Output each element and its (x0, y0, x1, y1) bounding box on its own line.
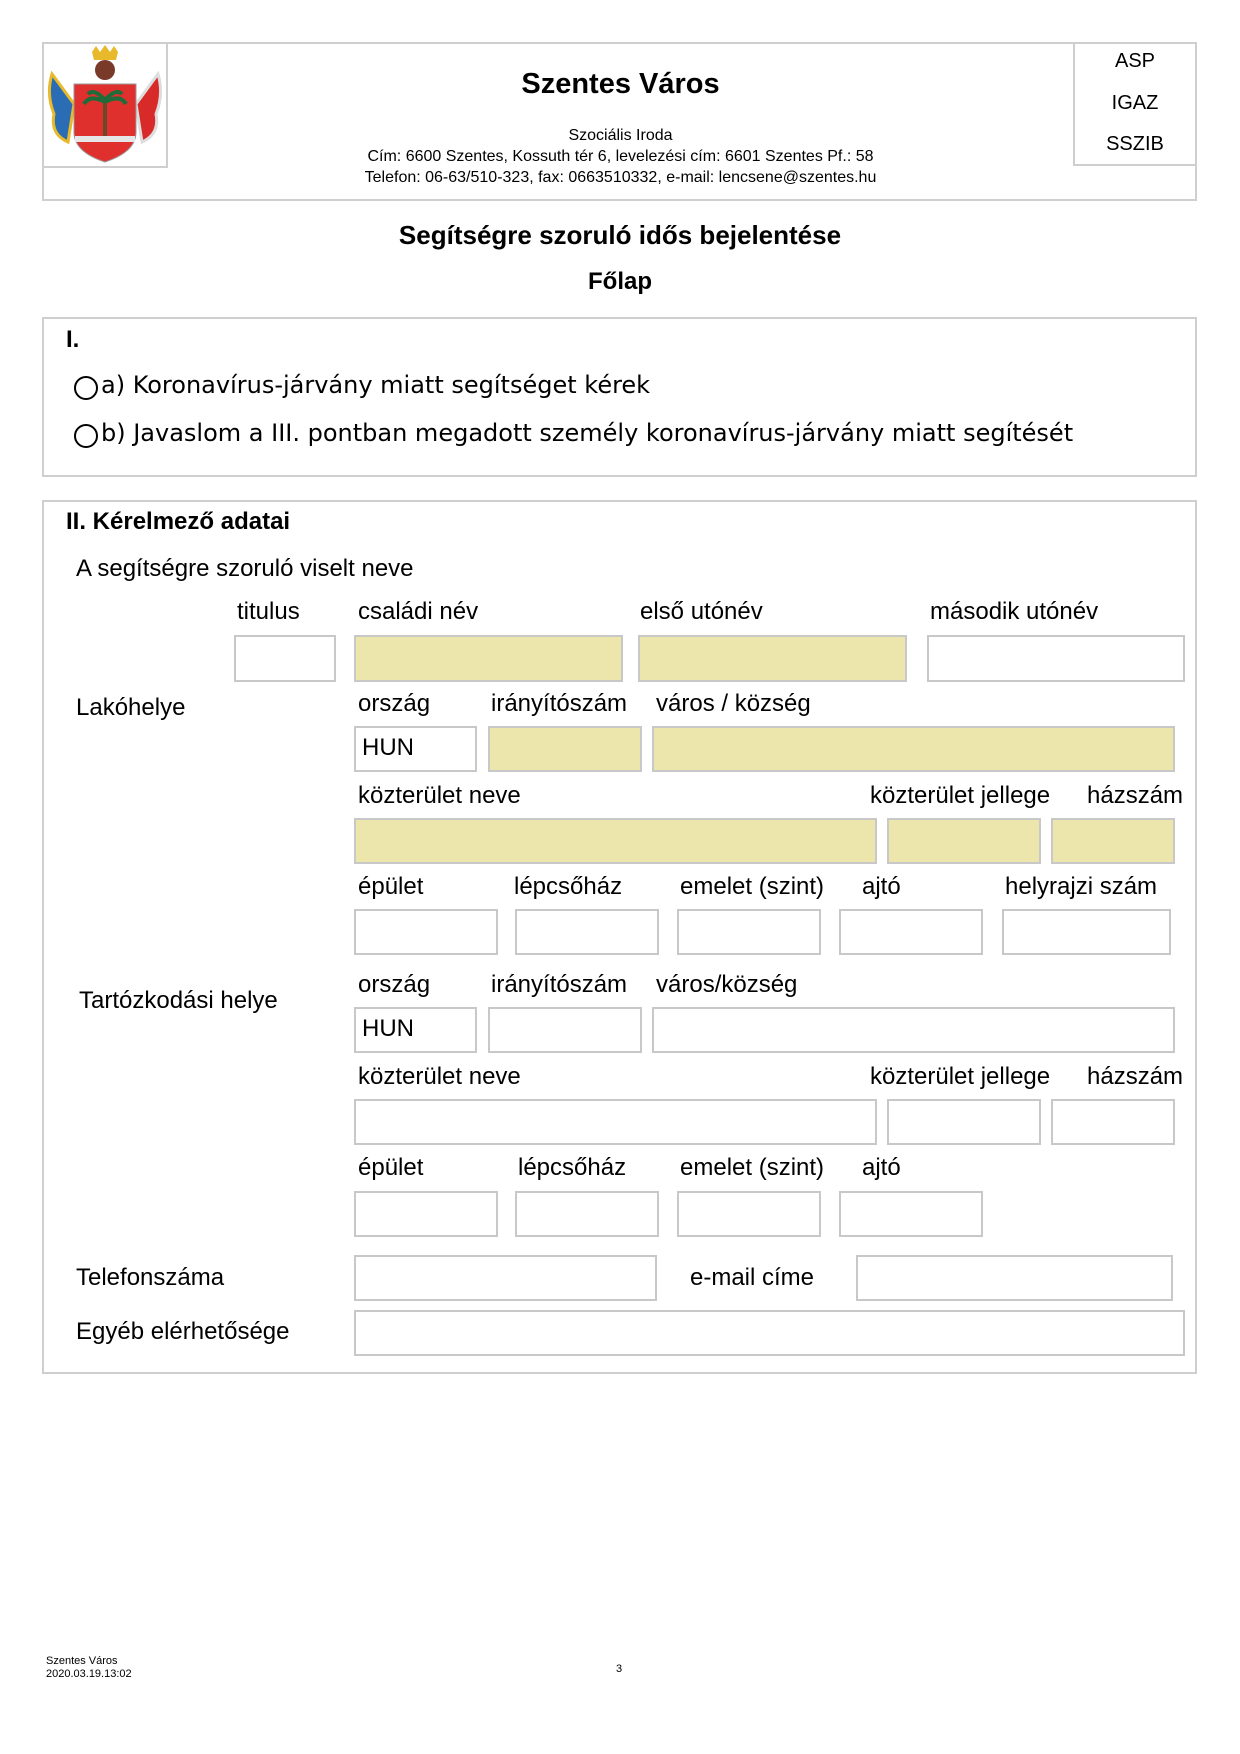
stay-building-input[interactable] (354, 1191, 498, 1237)
stay-street-type-label: közterület jellege (870, 1063, 1051, 1090)
residence-label: Lakóhelye (76, 694, 186, 721)
label-family-name: családi név (358, 598, 479, 625)
name-label: A segítségre szoruló viselt neve (76, 555, 414, 582)
res-street-input[interactable] (354, 818, 877, 864)
stay-country-label: ország (358, 971, 431, 998)
res-country-label: ország (358, 690, 431, 717)
other-contact-input[interactable] (354, 1310, 1185, 1356)
stay-house-no-input[interactable] (1051, 1099, 1175, 1145)
option-b-label: b) Javaslom a III. pontban megadott személy koronavírus-járvány miatt segítését (101, 419, 1074, 447)
page-subtitle: Főlap (588, 268, 652, 295)
res-country-input[interactable]: HUN (354, 726, 477, 772)
res-house-no-label: házszám (1087, 782, 1184, 809)
stay-stair-label: lépcsőház (518, 1154, 627, 1181)
stay-city-label: város/község (656, 971, 798, 998)
family-name-input[interactable] (354, 635, 623, 682)
stay-door-input[interactable] (839, 1191, 983, 1237)
stay-street-input[interactable] (354, 1099, 877, 1145)
coat-of-arms-icon (44, 44, 166, 166)
res-building-input[interactable] (354, 909, 498, 955)
res-zip-input[interactable] (488, 726, 642, 772)
stay-street-label: közterület neve (358, 1063, 521, 1090)
res-door-label: ajtó (862, 873, 901, 900)
phone-label: Telefonszáma (76, 1264, 225, 1291)
code-asp: ASP (1114, 50, 1156, 72)
stay-stair-input[interactable] (515, 1191, 659, 1237)
res-street-label: közterület neve (358, 782, 521, 809)
stay-zip-input[interactable] (488, 1007, 642, 1053)
label-second-name: második utónév (930, 598, 1099, 625)
second-name-input[interactable] (927, 635, 1185, 682)
stay-zip-label: irányítószám (491, 971, 628, 998)
section-2-heading: II. Kérelmező adatai (66, 508, 291, 535)
option-a-label: a) Koronavírus-járvány miatt segítséget kérek (101, 371, 651, 399)
city-name: Szentes Város (521, 68, 720, 100)
stay-floor-label: emelet (szint) (680, 1154, 825, 1181)
footer-org: Szentes Város (46, 1655, 118, 1667)
stay-house-no-label: házszám (1087, 1063, 1184, 1090)
phone-input[interactable] (354, 1255, 657, 1301)
office-contact: Telefon: 06-63/510-323, fax: 0663510332, e-mail: lencsene@szentes.hu (364, 169, 877, 186)
res-door-input[interactable] (839, 909, 983, 955)
titulus-input[interactable] (234, 635, 336, 682)
radio-a[interactable] (74, 376, 98, 400)
stay-country-input[interactable]: HUN (354, 1007, 477, 1053)
office-name: Szociális Iroda (568, 127, 673, 144)
stay-door-label: ajtó (862, 1154, 901, 1181)
res-floor-label: emelet (szint) (680, 873, 825, 900)
page-number: 3 (616, 1663, 623, 1675)
section-1-heading: I. (66, 326, 80, 353)
stay-street-type-input[interactable] (887, 1099, 1041, 1145)
stay-building-label: épület (358, 1154, 424, 1181)
radio-b[interactable] (74, 424, 98, 448)
label-first-name: első utónév (640, 598, 763, 625)
res-street-type-label: közterület jellege (870, 782, 1051, 809)
label-titulus: titulus (237, 598, 300, 625)
res-stair-label: lépcsőház (514, 873, 623, 900)
res-stair-input[interactable] (515, 909, 659, 955)
option-a[interactable] (74, 370, 650, 400)
email-label: e-mail címe (690, 1264, 815, 1291)
code-sszib: SSZIB (1106, 133, 1164, 155)
res-building-label: épület (358, 873, 424, 900)
code-igaz: IGAZ (1111, 92, 1159, 114)
stay-city-input[interactable] (652, 1007, 1175, 1053)
res-city-input[interactable] (652, 726, 1175, 772)
res-city-label: város / község (656, 690, 811, 717)
res-lot-input[interactable] (1002, 909, 1171, 955)
res-floor-input[interactable] (677, 909, 821, 955)
res-street-type-input[interactable] (887, 818, 1041, 864)
res-lot-label: helyrajzi szám (1005, 873, 1158, 900)
stay-label: Tartózkodási helye (79, 987, 278, 1014)
stay-floor-input[interactable] (677, 1191, 821, 1237)
page-title: Segítségre szoruló idős bejelentése (398, 220, 842, 250)
first-name-input[interactable] (638, 635, 907, 682)
footer-timestamp: 2020.03.19.13:02 (46, 1668, 132, 1680)
res-house-no-input[interactable] (1051, 818, 1175, 864)
email-input[interactable] (856, 1255, 1173, 1301)
option-b[interactable] (74, 418, 1073, 448)
other-contact-label: Egyéb elérhetősége (76, 1318, 290, 1345)
office-address: Cím: 6600 Szentes, Kossuth tér 6, levelezési cím: 6601 Szentes Pf.: 58 (367, 148, 874, 165)
res-zip-label: irányítószám (491, 690, 628, 717)
